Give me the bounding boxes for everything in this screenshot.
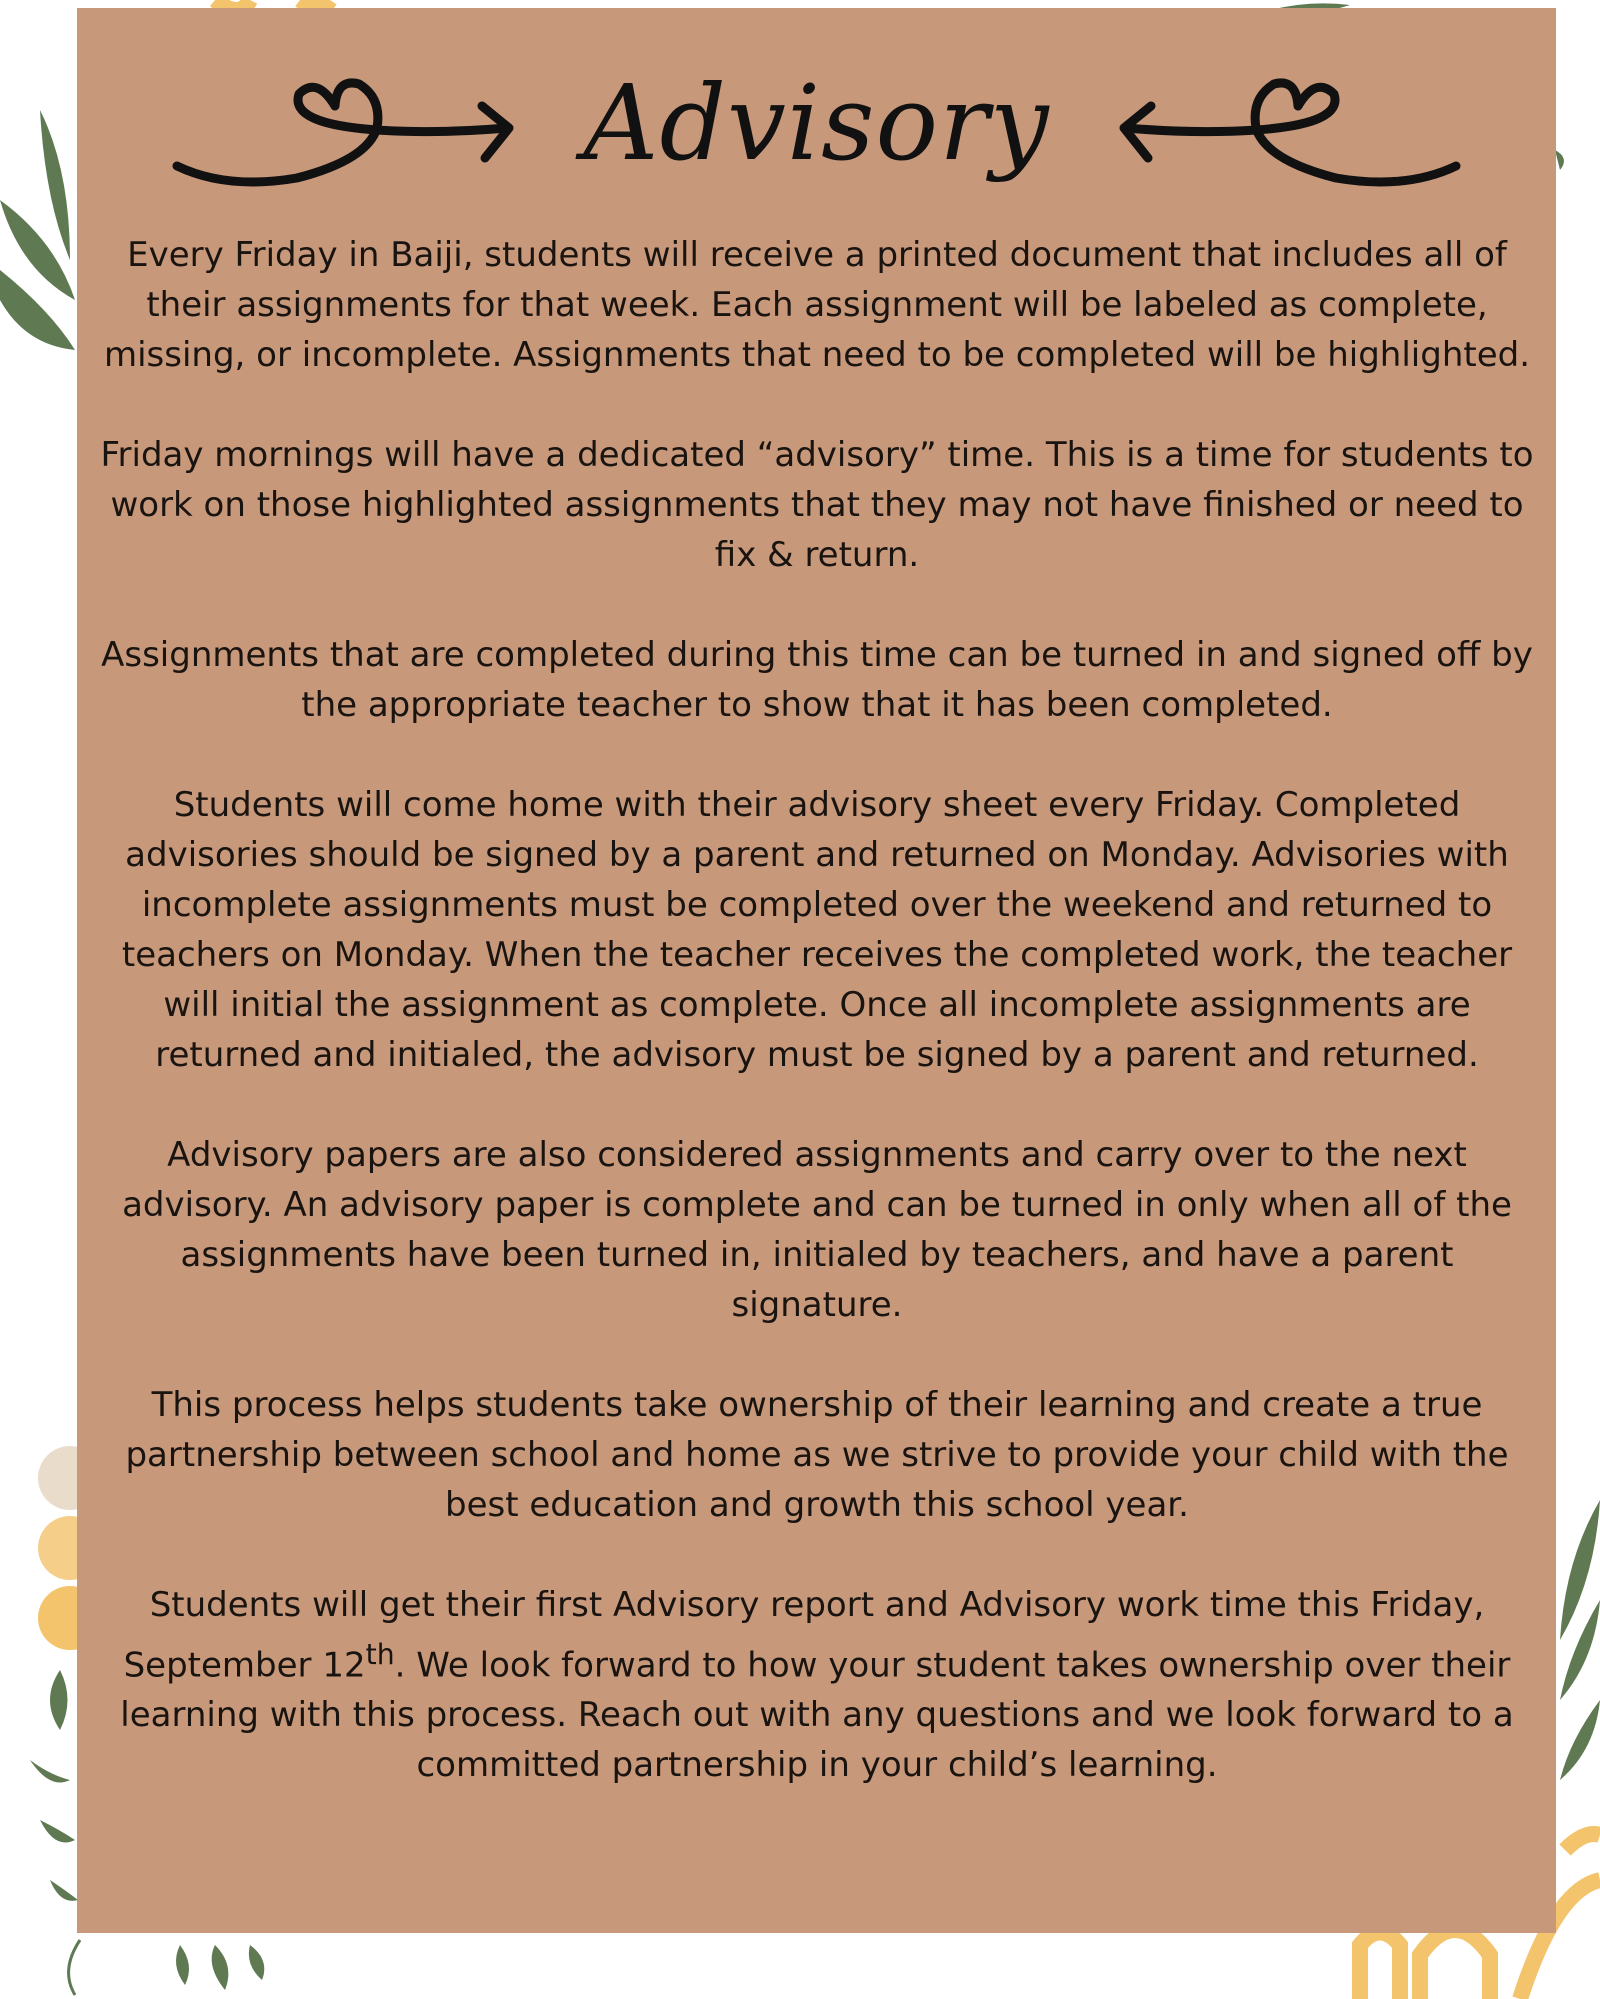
leaf-branch-icon [0,110,75,350]
leaf-branch-icon [1560,1500,1600,1780]
advisory-card [77,8,1556,1933]
paragraph: Assignments that are completed during this time can be turned in and signed off by the appropriate teacher to show that it has been completed. [101,635,1533,725]
paragraph: Advisory papers are also considered assignments and carry over to the next advisory. An advisory paper is complete and can be turned in only when all of the assignments have been turned in, initialed by teachers, and have a parent signature. [122,1135,1512,1325]
paragraph: Friday mornings will have a dedicated “advisory” time. This is a time for students to work on those highlighted assignments that they may not have finished or need to fix & return. [100,435,1534,575]
date-suffix: th [365,1638,395,1671]
paragraph: Every Friday in Baiji, students will receive a printed document that includes all of their assignments for that week. Each assignment will be labeled as complete, missing, or incomplete. Assignments that need to be completed will be highlighted. [103,235,1531,375]
paragraph: Students will come home with their advisory sheet every Friday. Completed advisories should be signed by a parent and returned on Monday. Advisories with incomplete assignments must be completed over the weekend and returned to teachers on Monday. When the teacher receives the completed work, the teacher will initial the assignment as complete. Once all incomplete assignments are returned and initialed, the advisory must be signed by a parent and returned. [121,785,1513,1075]
leaf-outline-icon [69,1940,80,1995]
closing-text-end: . We look forward to how your student takes ownership over their learning with this process. Reach out with any questions and we look forward to a committed partnership in your child’s learning. [120,1645,1514,1786]
body-text [97,230,1537,1790]
header [77,48,1556,238]
closing-text-start: Students will get their first Advisory report and Advisory work time this Friday, September 12 [123,1585,1485,1686]
paragraph: This process helps students take ownership of their learning and create a true partnership between school and home as we strive to provide your child with the best education and growth this school year. [125,1385,1509,1525]
page-title: Advisory [583,62,1050,184]
closing-paragraph [97,1580,1537,1790]
